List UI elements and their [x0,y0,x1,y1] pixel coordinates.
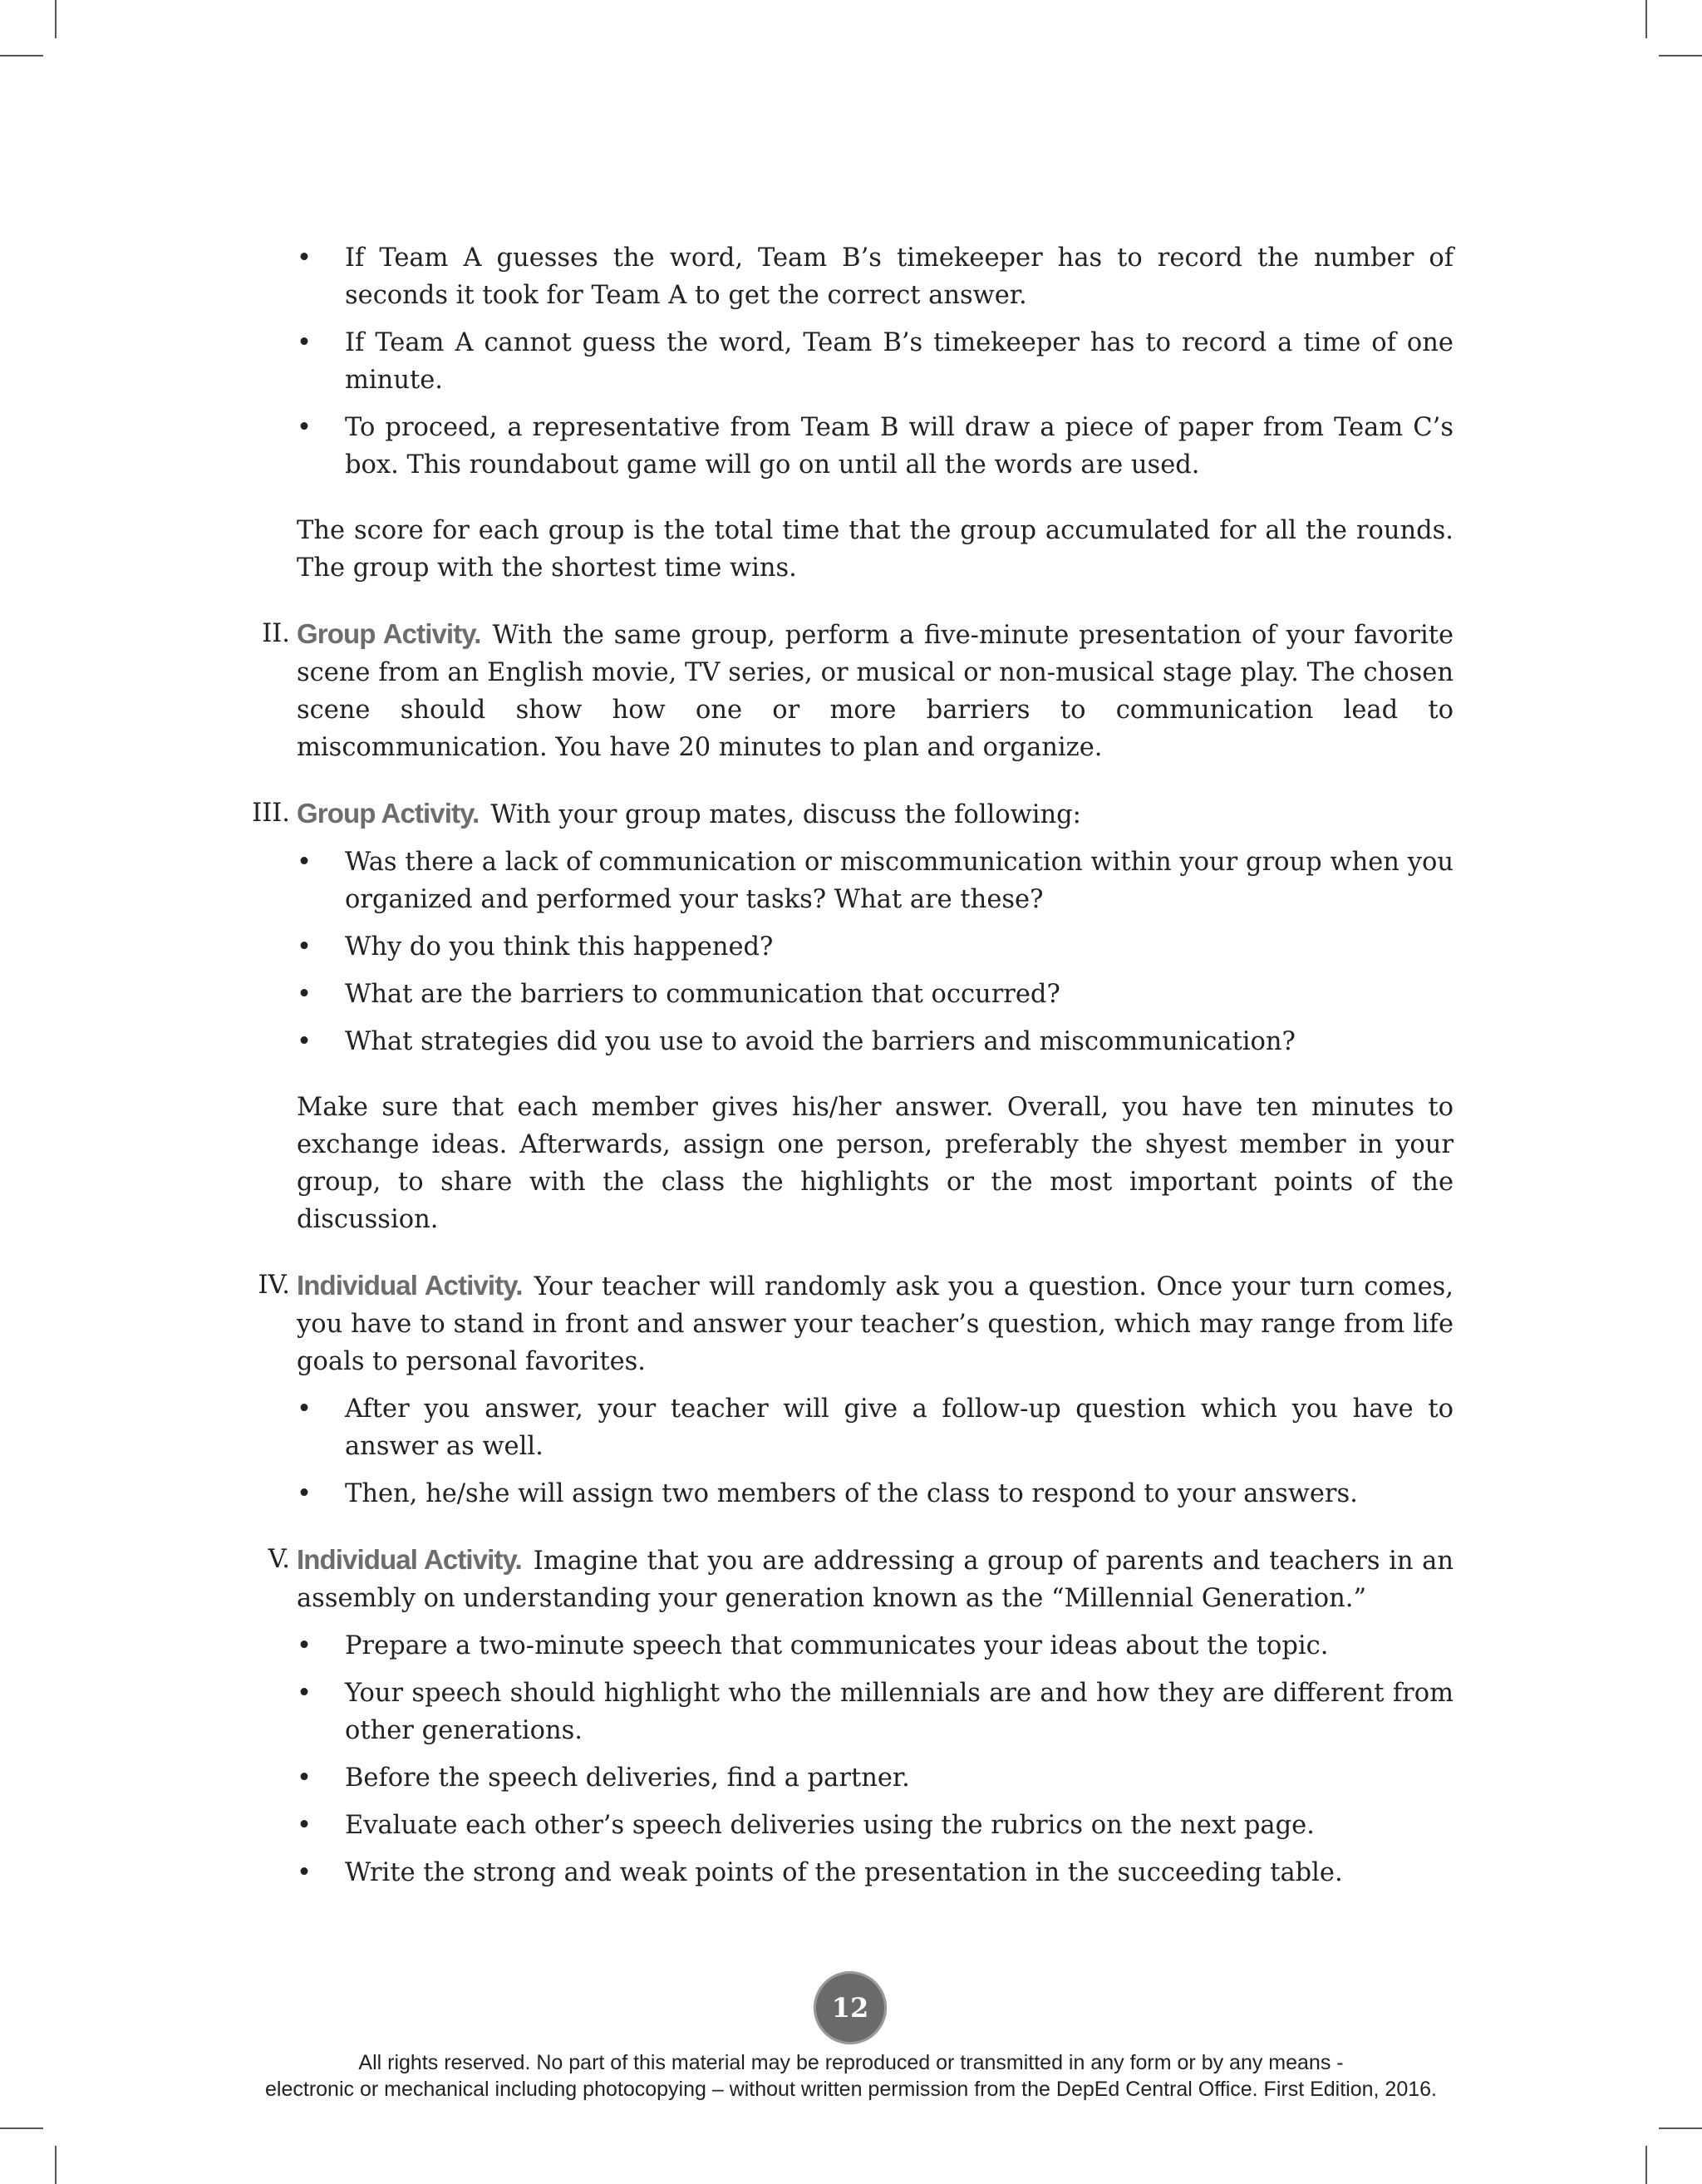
crop-mark-bottom-right-horizontal [1659,2127,1702,2129]
list-item: • What strategies did you use to avoid the barriers and miscommunication? [297,1023,1454,1060]
score-paragraph: The score for each group is the total time that the group accumulated for all the rounds. The group with the shortest time wins. [297,516,1454,583]
list-item: • Then, he/she will assign two members of the class to respond to your answers. [297,1475,1454,1513]
section-iii [252,794,1454,1238]
section-iv [258,1267,1454,1513]
crop-mark-bottom-left-horizontal [0,2127,43,2129]
footer-line-2: electronic or mechanical including photocopying – without written permission from the DepEd Central Office. First Edition, 2016. [265,2078,1437,2101]
section-heading: Group Activity. [297,798,480,829]
section-ii [262,615,1454,766]
section-text: Your teacher will randomly ask you a question. Once your turn comes, you have to stand in front and answer your teacher’s question, which may range from life goals to personal favorites. [297,1272,1454,1376]
page-number: 12 [831,1992,869,2024]
list-item: • Your speech should highlight who the millennials are and how they are different from other generations. [297,1675,1454,1749]
page-number-badge [814,1971,887,2044]
list-item: • Was there a lack of communication or miscommunication within your group when you organized and performed your tasks? What are these? [297,844,1454,918]
section-body [297,615,1454,766]
section-body [297,1267,1454,1380]
crop-mark-top-left-vertical [55,0,57,38]
section-bullet-list [297,1627,1454,1891]
list-item: • What are the barriers to communication that occurred? [297,976,1454,1013]
section-numeral: III. [252,799,290,828]
crop-mark-bottom-right-vertical [1645,2146,1647,2184]
list-item: • Evaluate each other’s speech deliveries using the rubrics on the next page. [297,1807,1454,1844]
section-numeral: V. [268,1545,290,1574]
section-numeral: II. [262,619,290,648]
list-item: • If Team A guesses the word, Team B’s timekeeper has to record the number of seconds it took for Team A to get the correct answer. [297,239,1454,314]
list-item: • After you answer, your teacher will give a follow-up question which you have to answer as well. [297,1390,1454,1465]
section-heading: Group Activity. [297,618,481,649]
section-body [297,794,1454,834]
section-text: With your group mates, discuss the following: [490,800,1081,829]
crop-mark-top-right-horizontal [1659,55,1702,57]
intro-bullet-list [297,239,1454,484]
section-heading: Individual Activity. [297,1544,522,1575]
footer-line-1: All rights reserved. No part of this material may be reproduced or transmitted in any form or by any means - [358,2051,1344,2074]
main-content [252,239,1454,1901]
crop-mark-top-left-horizontal [0,55,43,57]
crop-mark-top-right-vertical [1645,0,1647,38]
section-v [268,1541,1454,1891]
section-body [297,1541,1454,1617]
list-item: • Before the speech deliveries, find a partner. [297,1759,1454,1797]
section-after-paragraph: Make sure that each member gives his/her answer. Overall, you have ten minutes to exchange ideas. Afterwards, assign one person, preferably the shyest member in your group, to share with the class the highlights or the most important points of the discussion. [297,1093,1454,1234]
section-text: Imagine that you are addressing a group of parents and teachers in an assembly on understanding your generation known as the “Millennial Generation.” [297,1547,1454,1613]
section-heading: Individual Activity. [297,1270,523,1301]
list-item: • Why do you think this happened? [297,928,1454,966]
section-numeral: IV. [258,1271,290,1300]
section-bullet-list [297,1390,1454,1513]
list-item: • To proceed, a representative from Team B will draw a piece of paper from Team C’s box. This roundabout game will go on until all the words are used. [297,409,1454,484]
list-item: • If Team A cannot guess the word, Team B’s timekeeper has to record a time of one minute. [297,324,1454,399]
crop-mark-bottom-left-vertical [55,2146,57,2184]
list-item: • Write the strong and weak points of the presentation in the succeeding table. [297,1854,1454,1891]
section-text: With the same group, perform a five-minute presentation of your favorite scene from an English movie, TV series, or musical or non-musical stage play. The chosen scene should show how one or more barriers to communication lead to miscommunication. You have 20 minutes to plan and organize. [297,621,1454,762]
copyright-footer [0,2049,1702,2103]
list-item: • Prepare a two-minute speech that communicates your ideas about the topic. [297,1627,1454,1665]
section-bullet-list [297,844,1454,1060]
